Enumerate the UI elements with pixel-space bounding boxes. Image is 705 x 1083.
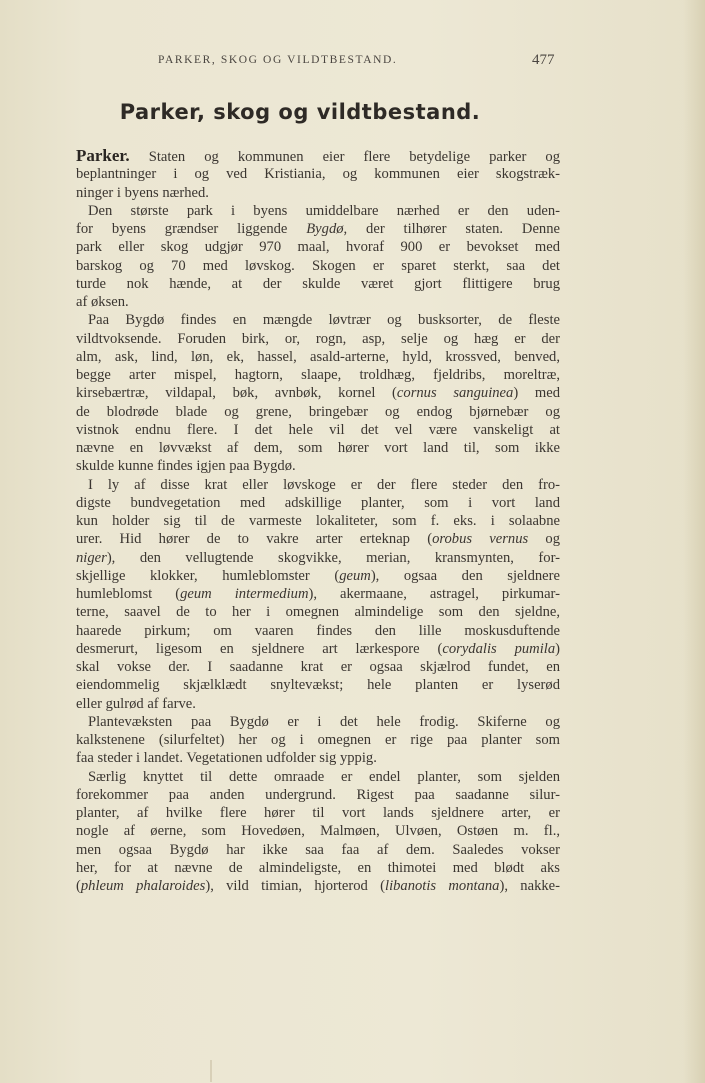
text-span: ), den vellugtende skogvikke, merian, kransmynten, for- [106, 549, 560, 566]
text-line: Den største park i byens umiddelbare nærhed er den uden- [88, 202, 560, 219]
text-line [76, 220, 560, 238]
text-line: faa steder i landet. Vegetationen udfolder sig yppig. [76, 750, 377, 767]
italic-term: phleum phalaroides [80, 878, 206, 894]
body-text [76, 147, 560, 895]
italic-term: geum [339, 567, 371, 584]
text-line: eiendommelig skjælklædt snyltevækst; hele planten er lyserød [76, 677, 560, 694]
chapter-title [0, 100, 600, 124]
italic-term: libanotis montana [385, 878, 500, 894]
text-line: terne, saavel de to her i omegnen almindelige som den sjeldne, [76, 604, 560, 621]
text-line: beplantninger i og ved Kristiania, og kommunen eier skogstræk- [76, 166, 560, 183]
running-head [0, 52, 705, 72]
text-line: ninger i byens nærhed. [76, 184, 209, 201]
text-line: nævne en løvvækst af dem, som hører vort land til, som ikke [76, 440, 560, 456]
text-line: begge arter mispel, hagtorn, slaape, troldhæg, fjeldribs, moreltræ, [76, 367, 560, 383]
text-line [76, 147, 560, 165]
text-line: turde nok hænde, at der skulde været gjort flittigere brug [76, 275, 560, 292]
text-line: digste bundvegetation med adskillige planter, som i vort land [76, 494, 560, 511]
italic-term: niger [76, 549, 107, 566]
text-span: ), vild timian, hjorterod ( [205, 878, 386, 894]
text-line: barskog og 70 med løvskog. Skogen er sparet sterkt, saa det [76, 257, 560, 274]
text-line: haarede pirkum; om vaaren findes den lille moskusduftende [76, 622, 560, 639]
italic-term: geum intermedium [180, 586, 309, 602]
text-span: , der tilhører staten. Denne [343, 221, 560, 237]
text-line: de blodrøde blade og grene, bringebær og endog bjørnebær og [76, 403, 560, 420]
text-line [76, 567, 560, 585]
text-line: nogle af øerne, som Hovedøen, Malmøen, Ulvøen, Ostøen m. fl., [76, 823, 560, 840]
text-line: vistnok endnu flere. I det hele vil det vel være vanskeligt at [76, 421, 560, 438]
text-span: ) med [513, 385, 560, 402]
text-line: alm, ask, lind, løn, ek, hassel, asald-arterne, hyld, krossved, benved, [76, 348, 560, 365]
text-line: planter, af hvilke flere hører til vort lands sjeldnere arter, er [76, 805, 560, 821]
italic-term: cornus sanguinea [396, 385, 514, 402]
text-span: urer. Hid hører de to vakre arter erteknap ( [76, 531, 433, 548]
text-span: Staten og kommunen eier flere betydelige parker og [129, 149, 560, 165]
text-line: af øksen. [76, 294, 129, 310]
text-line [76, 549, 560, 567]
text-line: kalkstenene (silurfeltet) her og i omegnen er rige paa planter som [76, 732, 560, 748]
text-line [76, 585, 560, 603]
text-line: park eller skog udgjør 970 maal, hvoraf 900 er bevokset med [76, 239, 560, 256]
text-span: humleblomst ( [76, 586, 181, 602]
text-line [76, 530, 560, 548]
italic-term: orobus vernus [432, 531, 529, 548]
text-line [76, 640, 560, 658]
text-span: desmerurt, ligesom en sjeldnere art lærkespore ( [76, 640, 443, 657]
text-line: Plantevæksten paa Bygdø er i det hele frodig. Skiferne og [88, 713, 560, 730]
section-lead: Parker. [76, 147, 130, 165]
italic-term: Bygdø [306, 221, 344, 237]
text-span: ( [76, 878, 81, 894]
text-line [76, 877, 560, 895]
text-span: skjellige klokker, humleblomster ( [76, 567, 340, 584]
text-line: Særlig knyttet til dette omraade er endel planter, som sjelden [88, 768, 560, 785]
text-span: ), nakke- [499, 878, 560, 894]
text-line: vildtvoksende. Foruden birk, or, rogn, asp, selje og hæg er der [76, 330, 560, 347]
text-span: kirsebærtræ, vildapal, bøk, avnbøk, kornel ( [76, 385, 397, 402]
text-line: Paa Bygdø findes en mængde løvtrær og busksorter, de fleste [88, 312, 560, 329]
italic-term: corydalis pumila [442, 640, 556, 657]
text-line: kun holder sig til de varmeste lokaliteter, som f. eks. i solaabne [76, 513, 560, 529]
text-line: eller gulrød af farve. [76, 695, 196, 712]
page-number: 477 [532, 52, 555, 68]
text-line: forekommer paa anden undergrund. Rigest paa saadanne silur- [76, 786, 560, 803]
text-span: ), ogsaa den sjeldnere [370, 567, 560, 584]
text-span: ), akermaane, astragel, pirkumar- [308, 586, 560, 602]
text-line: her, for at nævne de almindeligste, en thimotei med blødt aks [76, 859, 560, 876]
page-mark [210, 1060, 212, 1082]
chapter-title-text: Parker, skog og vildtbestand. [119, 100, 481, 124]
text-line: I ly af disse krat eller løvskoge er der flere steder den fro- [88, 476, 560, 493]
text-line [76, 384, 560, 402]
text-span: og [528, 531, 560, 548]
text-line: skal vokse der. I saadanne krat er ogsaa skjælrod fundet, en [76, 659, 560, 675]
page-fold-shadow [683, 0, 705, 1083]
text-line: men ogsaa Bygdø har ikke saa faa af dem. Saaledes vokser [76, 841, 560, 858]
text-span: ) [555, 640, 560, 657]
text-line: skulde kunne findes igjen paa Bygdø. [76, 458, 296, 475]
text-span: for byens grændser liggende [76, 221, 307, 237]
running-title: PARKER, SKOG OG VILDTBESTAND. [158, 54, 398, 66]
